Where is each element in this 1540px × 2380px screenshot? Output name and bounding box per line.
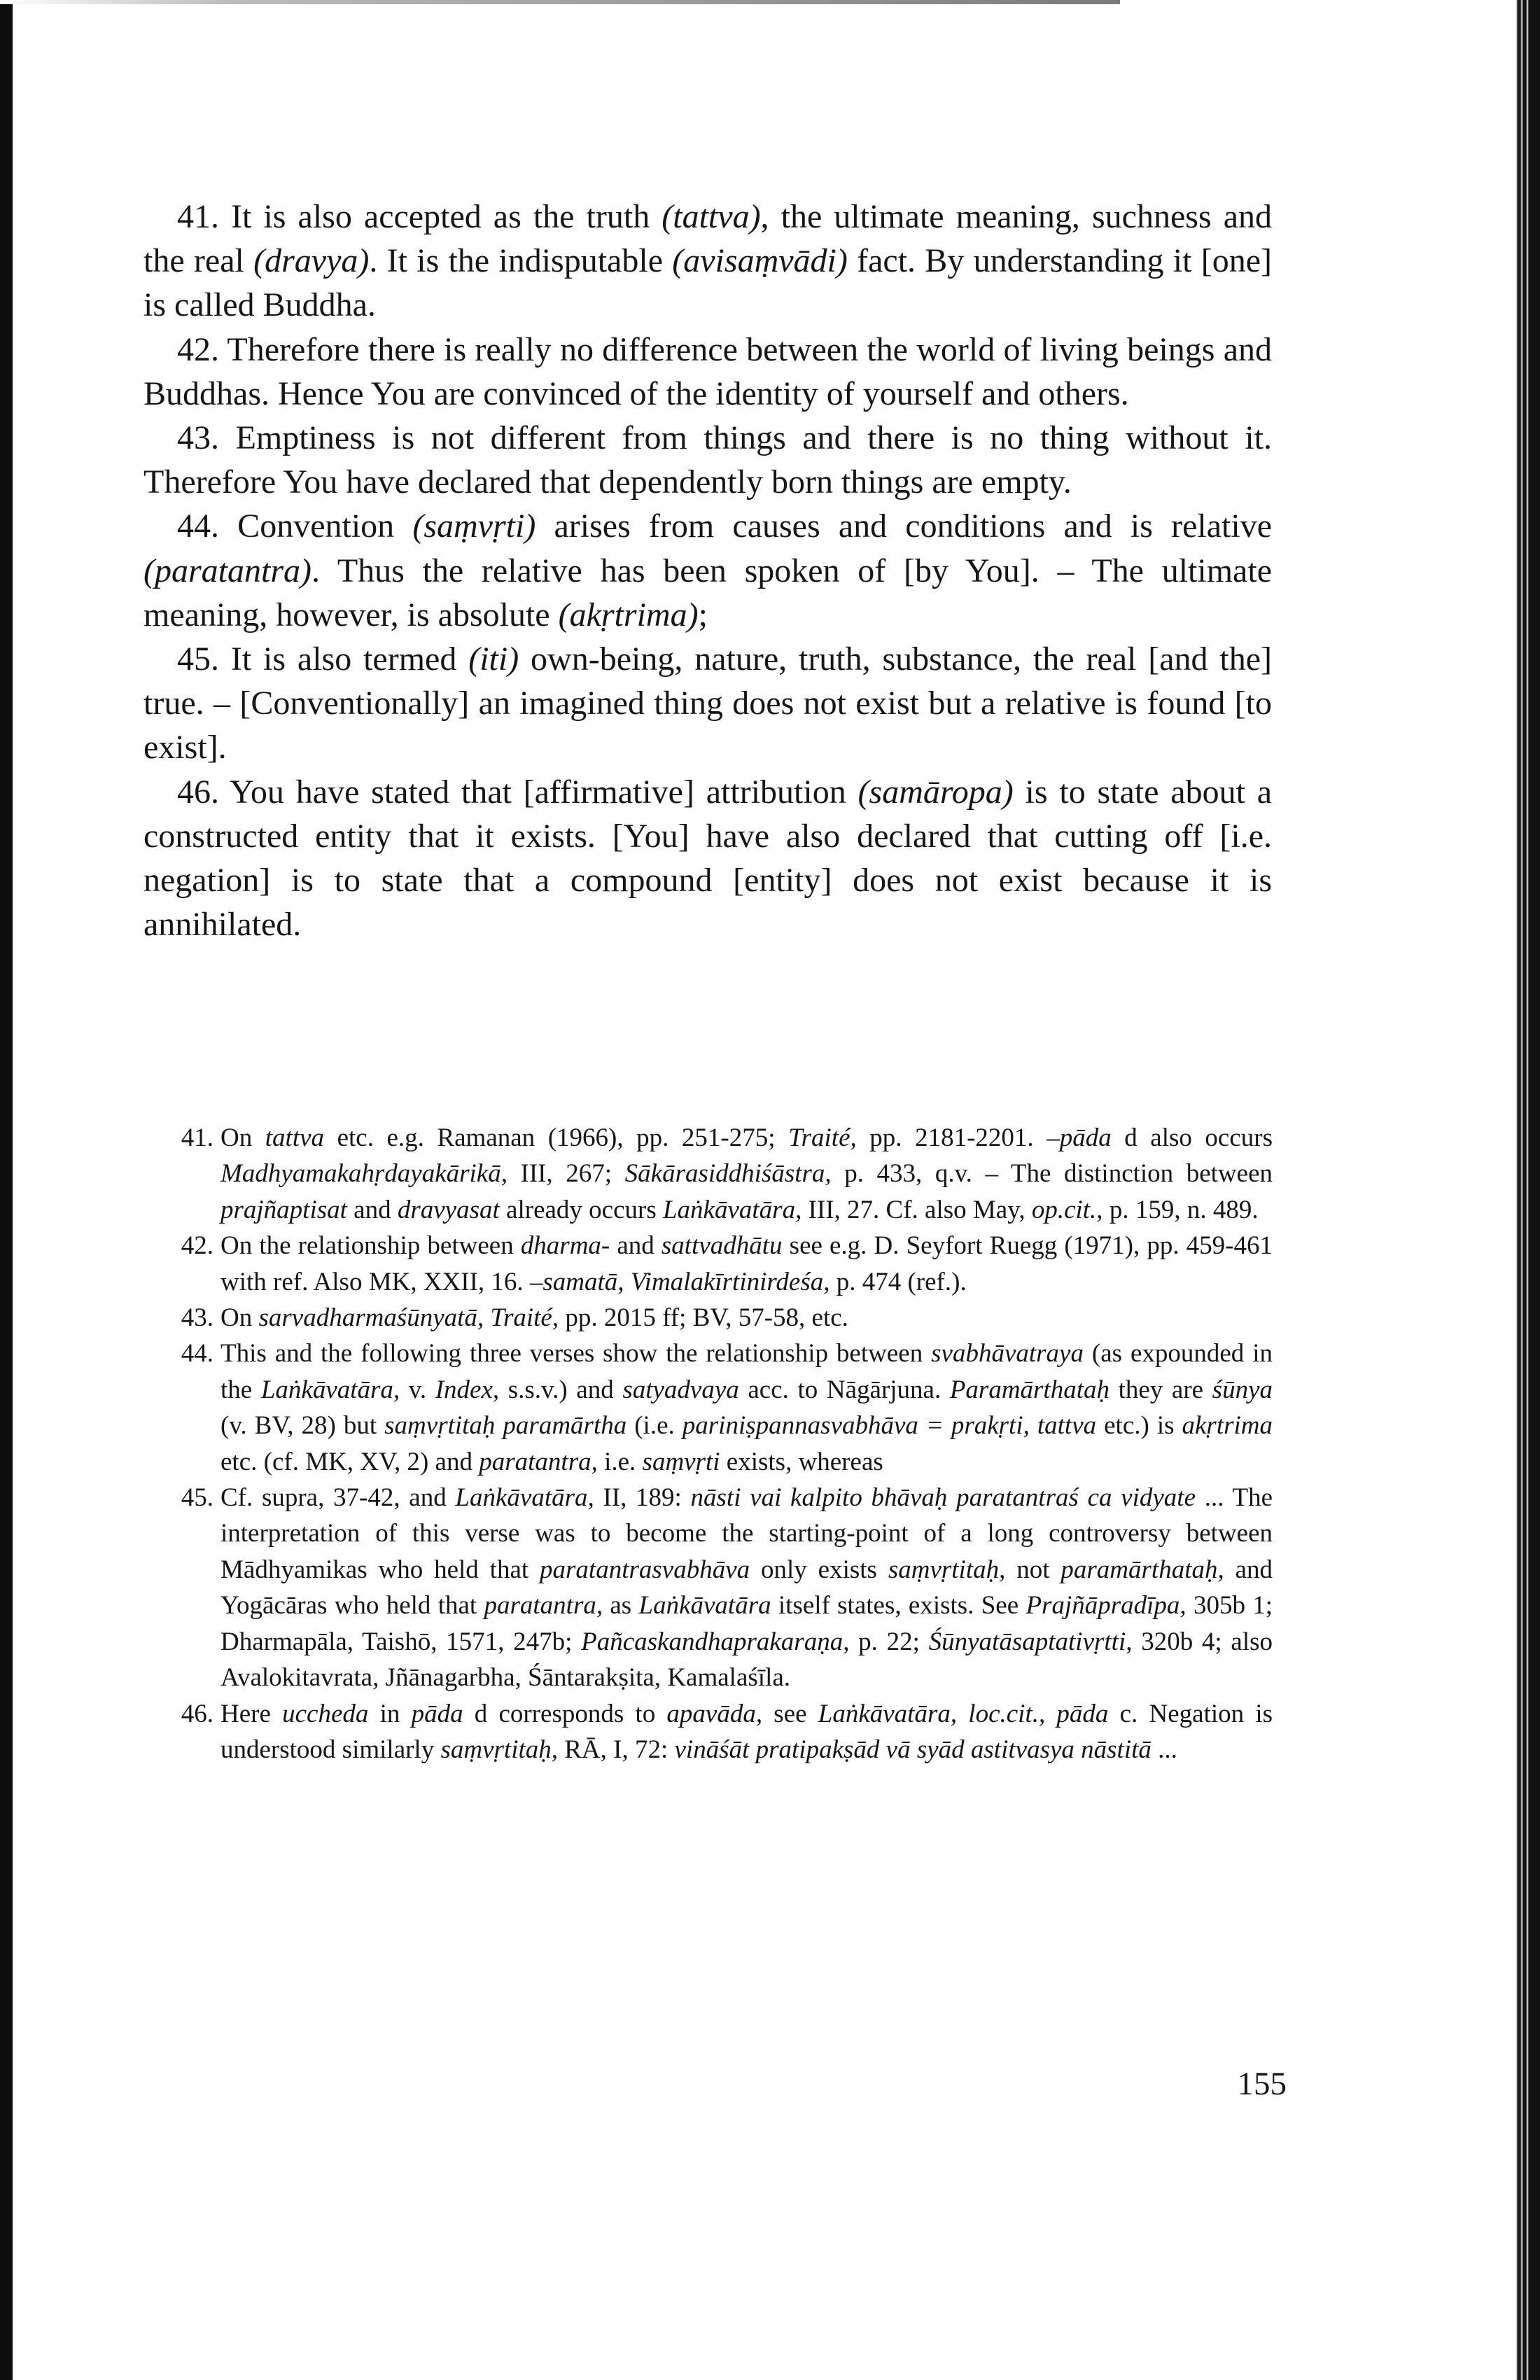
verse-number: 42. [177, 330, 219, 368]
verse-43: 43. Emptiness is not different from things and there is no thing without it. Therefore You have declared that dependently born things are empty. [144, 419, 1273, 501]
scan-edge-top [0, 0, 1120, 4]
footnote-text: Cf. supra, 37-42, and Laṅkāvatāra, II, 189: nāsti vai kalpito bhāvaḥ paratantraś ca vidyate ... The interpretation of this verse was to become the starting-point of a long controversy between Mādhyamikas who held that paratantrasvabhāva only exists saṃvṛtitaḥ, not paramārthataḥ, and Yogācāras who held that paratantra, as Laṅkāvatāra itself states, exists. See Prajñāpradīpa, 305b 1; Dharmapāla, Taishō, 1571, 247b; Pañcaskandhaprakaraṇa, p. 22; Śūnyatāsaptativṛtti, 320b 4; also Avalokitavrata, Jñānagarbha, Śāntarakṣita, Kamalaśīla. [220, 1483, 1273, 1693]
verse-45: 45. It is also termed (iti) own-being, nature, truth, substance, the real [and the] true. – [Conventionally] an imagined thing does not exist but a relative is found [to exist]. [144, 640, 1273, 766]
verse-text [144, 195, 1272, 946]
verse-number: 44. [177, 507, 219, 545]
footnote-number: 44. [181, 1339, 214, 1368]
footnote-number: 43. [181, 1303, 214, 1333]
footnote-42 [63, 1228, 1273, 1300]
scan-edge-left [0, 0, 13, 2380]
footnotes [63, 1120, 1273, 1768]
scan-edge-right [1516, 0, 1540, 2380]
footnote-43 [63, 1300, 1273, 1336]
verse-number: 45. [177, 640, 219, 678]
footnote-41 [63, 1120, 1273, 1228]
verse-44: 44. Convention (saṃvṛti) arises from causes and conditions and is relative (paratantra). Thus the relative has been spoken of [by You]. – The ultimate meaning, however, is absolute (akṛtrima); [144, 507, 1272, 634]
footnote-44 [63, 1336, 1273, 1480]
verse-number: 46. [177, 773, 219, 811]
footnote-number: 42. [181, 1231, 214, 1261]
footnote-text: This and the following three verses show the relationship between svabhāvatraya (as expounded in the Laṅkāvatāra, v. Index, s.s.v.) and satyadvaya acc. to Nāgārjuna. Paramārthataḥ they are śūnya (v. BV, 28) but saṃvṛtitaḥ paramārtha (i.e. pariniṣpannasvabhāva = prakṛti, tattva etc.) is akṛtrima etc. (cf. MK, XV, 2) and paratantra, i.e. saṃvṛti exists, whereas [220, 1339, 1273, 1476]
footnote-text: Here uccheda in pāda d corresponds to apavāda, see Laṅkāvatāra, loc.cit., pāda c. Negation is understood similarly saṃvṛtitaḥ, RĀ, I, 72: vināśāt pratipakṣād vā syād astitvasya nāstitā ... [220, 1699, 1273, 1764]
verse-46: 46. You have stated that [affirmative] attribution (samāropa) is to state about a constructed entity that it exists. [You] have also declared that cutting off [i.e. negation] is to state that a compound [entity] does not exist because it is annihilated. [144, 773, 1273, 944]
verse-number: 41. [177, 198, 219, 235]
footnote-text: On sarvadharmaśūnyatā, Traité, pp. 2015 ff; BV, 57-58, etc. [220, 1303, 848, 1333]
footnote-text: On tattva etc. e.g. Ramanan (1966), pp. 251-275; Traité, pp. 2181-2201. –pāda d also occurs Madhyamakahṛdayakārikā, III, 267; Sākārasiddhiśāstra, p. 433, q.v. – The distinction between prajñaptisat and dravyasat already occurs Laṅkāvatāra, III, 27. Cf. also May, op.cit., p. 159, n. 489. [220, 1124, 1273, 1224]
footnote-number: 46. [181, 1699, 214, 1728]
footnote-text: On the relationship between dharma- and sattvadhātu see e.g. D. Seyfort Ruegg (1971), pp. 459-461 with ref. Also MK, XXII, 16. –samatā, Vimalakīrtinirdeśa, p. 474 (ref.). [220, 1231, 1273, 1296]
page-number: 155 [1237, 2066, 1287, 2102]
footnote-number: 41. [181, 1124, 214, 1152]
footnote-45 [63, 1480, 1273, 1695]
verse-number: 43. [177, 419, 219, 457]
footnote-46 [63, 1696, 1273, 1768]
verse-41: 41. It is also accepted as the truth (tattva), the ultimate meaning, suchness and the real (dravya). It is the indisputable (avisaṃvādi) fact. By understanding it [one] is called Buddha. [144, 198, 1272, 324]
verse-42: 42. Therefore there is really no difference between the world of living beings and Buddhas. Hence You are convinced of the identity of yourself and others. [144, 330, 1272, 412]
footnote-number: 45. [181, 1483, 214, 1513]
